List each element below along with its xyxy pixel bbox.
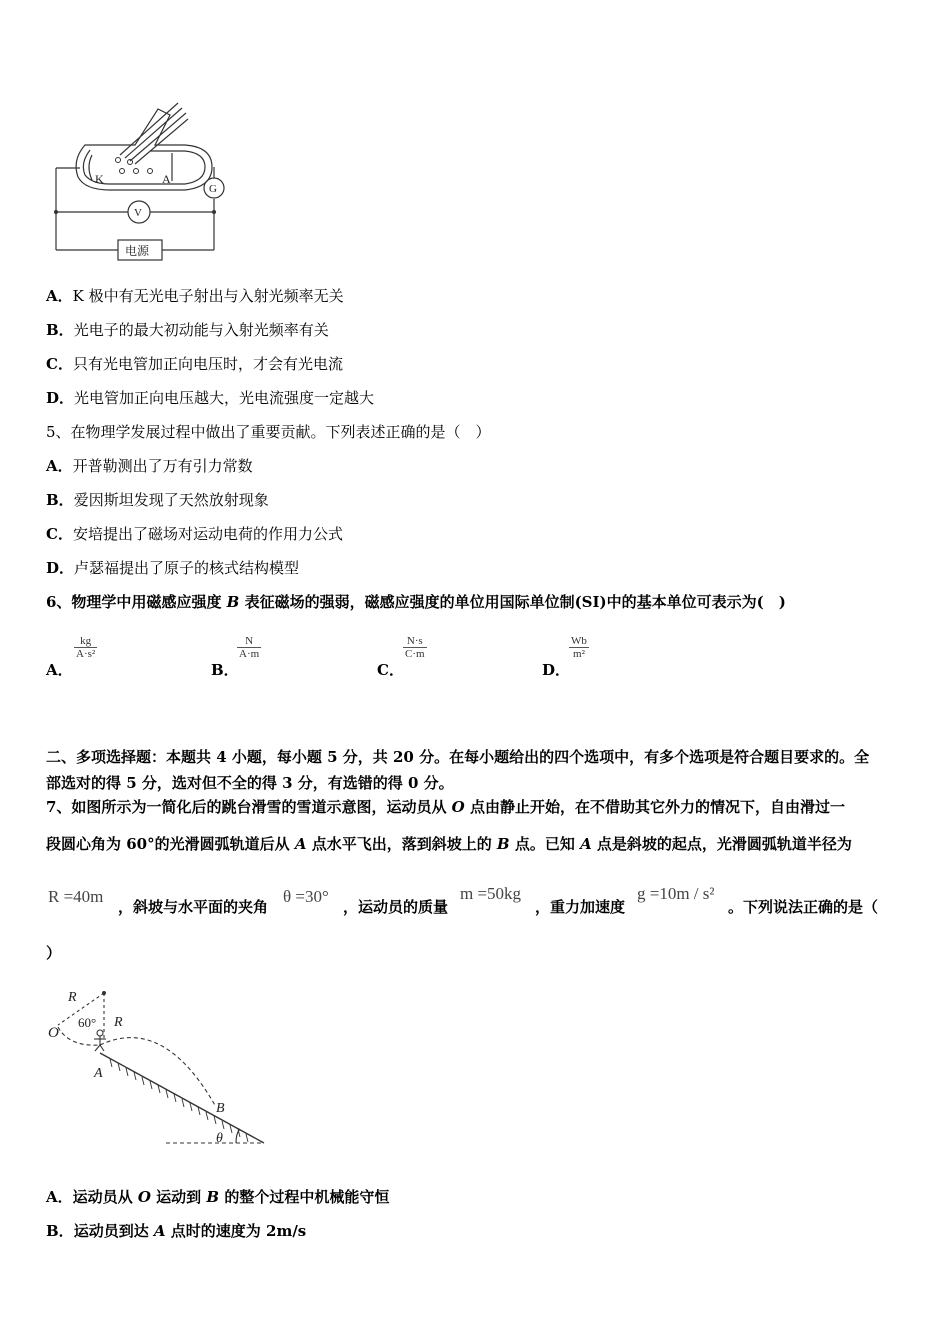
photoelectric-circuit-figure <box>50 95 235 270</box>
label-r-side: R <box>114 1015 123 1030</box>
q7-text-gravity: ，重力加速度 <box>535 898 626 916</box>
numerator: kg <box>74 635 97 648</box>
label-theta: θ <box>216 1131 223 1146</box>
q7-math-gravity: g =10m / s² <box>637 884 715 903</box>
q7-close-paren: ） <box>46 944 62 962</box>
q7-text-slope: ，斜坡与水平面的夹角 <box>118 898 269 916</box>
option-text: K 极中有无光电子射出与入射光频率无关 <box>72 287 344 305</box>
q6-option-d-fraction <box>569 635 589 660</box>
option-text: 光电子的最大初动能与入射光频率有关 <box>73 321 329 339</box>
option-text: 爱因斯坦发现了天然放射现象 <box>73 491 269 509</box>
label-v: V <box>134 207 142 219</box>
option-label: B． <box>46 1222 74 1240</box>
q7-math-radius: R =40m <box>48 887 104 906</box>
option-label: A． <box>46 1188 73 1206</box>
q6-option-a-label <box>46 660 73 680</box>
numerator: Wb <box>571 635 587 647</box>
label-a: A <box>162 172 171 186</box>
q6-option-b-label <box>211 660 239 680</box>
label-k: K <box>95 172 104 186</box>
option-label: C． <box>46 355 73 373</box>
label-a: A <box>94 1066 103 1081</box>
denominator: m² <box>573 648 585 660</box>
option-label: A． <box>46 287 73 305</box>
q7-var: O <box>451 798 465 816</box>
option-text: 运动员到达 <box>73 1222 154 1240</box>
numerator: N <box>237 635 261 648</box>
q6-stem-var: B <box>226 593 240 611</box>
q6-stem-part: 表征磁场的强弱，磁感应强度的单位用国际单位制(SI)中的基本单位可表示为( ) <box>239 593 786 611</box>
denominator: C·m <box>405 648 425 660</box>
q7-text-mass: ，运动员的质量 <box>343 898 449 916</box>
section2-line1: 二、多项选择题：本题共 4 小题，每小题 5 分，共 20 分。在每小题给出的四个选项中，有多个选项是符合题目要求的。全 <box>46 748 870 766</box>
q5-option-c <box>46 524 343 544</box>
q6-stem <box>46 592 786 612</box>
q7-var: B <box>496 835 510 853</box>
q7-math-mass: m =50kg <box>460 884 522 903</box>
option-text: 安培提出了磁场对运动电荷的作用力公式 <box>72 525 343 543</box>
q7-option-b <box>46 1221 306 1241</box>
option-label: D． <box>46 389 75 407</box>
q5-stem: 5、在物理学发展过程中做出了重要贡献。下列表述正确的是（ ） <box>46 423 491 441</box>
numerator: N·s <box>403 635 427 648</box>
q4-option-a <box>46 286 344 306</box>
q6-option-c-fraction <box>403 635 427 660</box>
q7-var: A <box>294 835 307 853</box>
q7-text: 点。已知 <box>509 835 581 853</box>
q7-text-question: 。下列说法正确的是（ <box>728 898 879 916</box>
option-text: 卢瑟福提出了原子的核式结构模型 <box>74 559 300 577</box>
q7-text: 点水平飞出，落到斜坡上的 <box>306 835 497 853</box>
q7-line1 <box>46 797 845 817</box>
option-var: O <box>137 1188 151 1206</box>
q7-var: A <box>580 835 592 853</box>
option-text: 开普勒测出了万有引力常数 <box>72 457 253 475</box>
q7-option-a <box>46 1187 389 1207</box>
label-r-top: R <box>68 990 77 1005</box>
q6-stem-part: 6、物理学中用磁感应强度 <box>46 593 227 611</box>
option-text: 点时的速度为 <box>165 1222 267 1240</box>
option-label: C． <box>46 525 73 543</box>
q5-option-b <box>46 490 269 510</box>
option-label: B． <box>46 321 74 339</box>
q4-option-d <box>46 388 374 408</box>
q7-text: 7、如图所示为一简化后的跳台滑雪的雪道示意图，运动员从 <box>46 798 452 816</box>
section2-line2: 部选对的得 5 分，选对但不全的得 3 分，有选错的得 0 分。 <box>46 774 454 792</box>
option-text: 光电管加正向电压越大，光电流强度一定越大 <box>74 389 375 407</box>
denominator: A·m <box>239 648 260 660</box>
option-value: 2m/s <box>266 1222 307 1240</box>
q6-option-c-label <box>377 660 404 680</box>
q7-text: 点是斜坡的起点，光滑圆弧轨道半径为 <box>591 835 852 853</box>
q7-math-theta: θ =30° <box>283 887 329 906</box>
q7-line2 <box>46 834 852 854</box>
label-o: O <box>48 1025 59 1041</box>
option-text: 运动到 <box>150 1188 207 1206</box>
option-label: B． <box>211 661 239 679</box>
q5-option-d <box>46 558 299 578</box>
option-text: 的整个过程中机械能守恒 <box>219 1188 390 1206</box>
q6-option-d-label <box>542 660 570 680</box>
q4-option-c <box>46 354 343 374</box>
q7-text: 段圆心角为 60°的光滑圆弧轨道后从 <box>46 835 295 853</box>
option-var: A <box>153 1222 166 1240</box>
q4-option-b <box>46 320 329 340</box>
label-power-source: 电源 <box>125 244 150 258</box>
label-g: G <box>209 183 217 195</box>
denominator: A·s² <box>76 648 96 660</box>
q5-option-a <box>46 456 253 476</box>
option-text: 只有光电管加正向电压时，才会有光电流 <box>72 355 343 373</box>
option-label: A． <box>46 457 73 475</box>
option-label: C． <box>377 661 404 679</box>
option-text: 运动员从 <box>72 1188 138 1206</box>
ski-jump-figure <box>44 985 272 1150</box>
option-label: A． <box>46 661 73 679</box>
q6-option-b-fraction <box>237 635 261 660</box>
label-b: B <box>216 1101 225 1116</box>
option-var: B <box>206 1188 220 1206</box>
option-label: D． <box>46 559 75 577</box>
label-angle: 60° <box>78 1015 97 1030</box>
option-label: D． <box>542 661 571 679</box>
q6-option-a-fraction <box>74 635 97 660</box>
q7-text: 点由静止开始，在不借助其它外力的情况下，自由滑过一 <box>464 798 845 816</box>
option-label: B． <box>46 491 74 509</box>
